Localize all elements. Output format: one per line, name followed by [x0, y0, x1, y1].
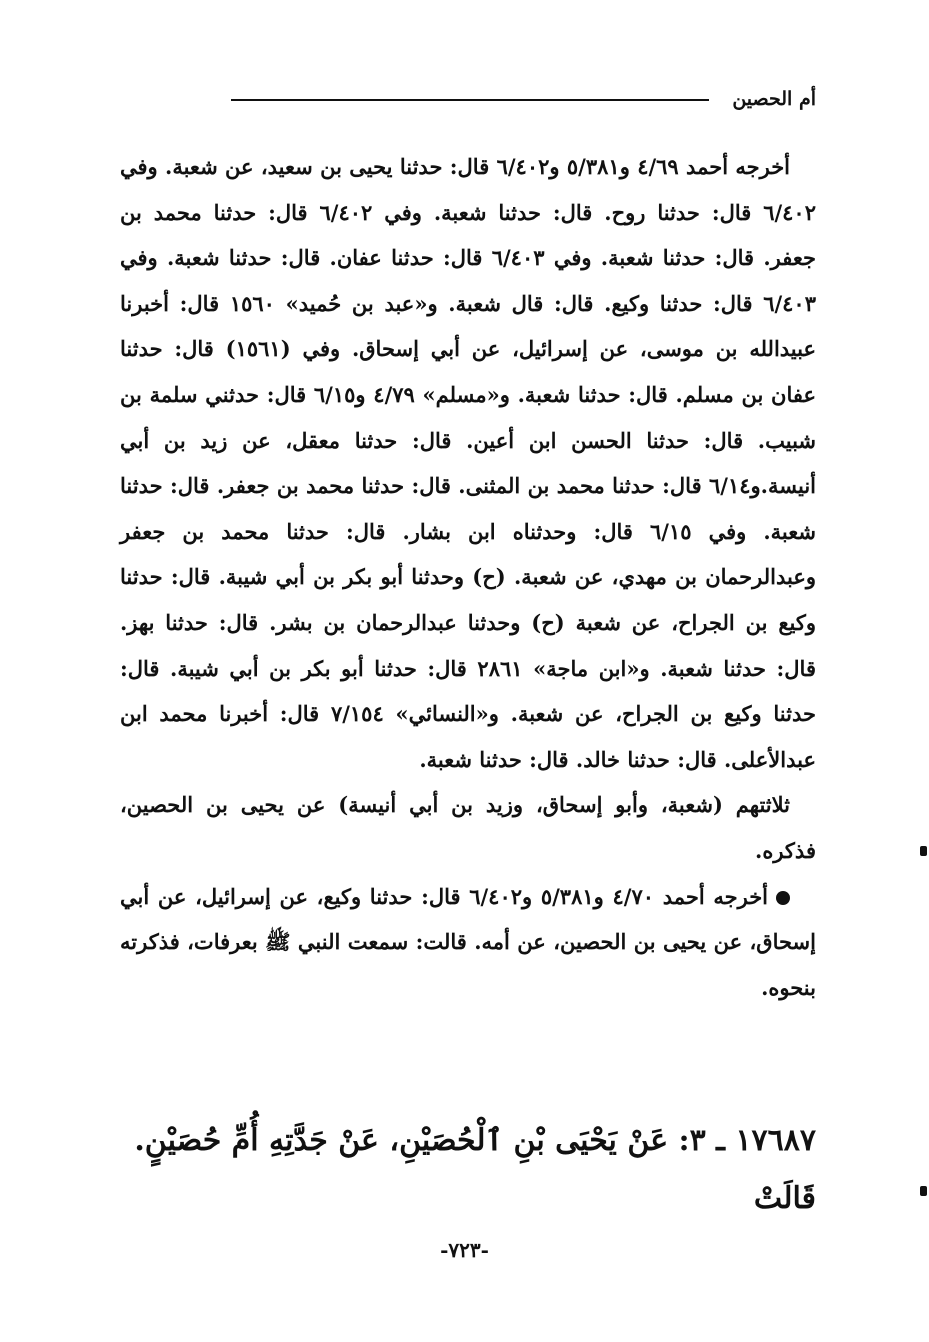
- margin-mark: [920, 1186, 927, 1196]
- running-title: أم الحصين: [732, 88, 816, 110]
- paragraph-summary: ثلاثتهم (شعبة، وأبو إسحاق، وزيد بن أبي أنيسة) عن يحيى بن الحصين، فذكره.: [120, 792, 816, 863]
- paragraph-second-takhrij-text: أخرجه أحمد ٤/٧٠ و٥/٣٨١ و٦/٤٠٢ قال: حدثنا وكيع، عن إسرائيل، عن أبي إسحاق، عن يحيى بن الحصين، عن أمه. قالت: سمعت النبي ﷺ بعرفات، فذكرته بنحوه.: [120, 883, 816, 1000]
- bullet-dot-icon: [776, 891, 790, 905]
- header-rule: [231, 99, 709, 101]
- page-header: [120, 86, 816, 116]
- margin-mark: [920, 846, 927, 856]
- hadith-line-2: قَالَتْ: [753, 1181, 816, 1216]
- hadith-heading: [120, 1112, 816, 1228]
- page-number: -٧٢٣-: [440, 1238, 489, 1262]
- paragraph-takhrij: أخرجه أحمد ٤/٦٩ و٥/٣٨١ و٦/٤٠٢ قال: حدثنا يحيى بن سعيد، عن شعبة. وفي ٦/٤٠٢ قال: حدثنا روح. قال: حدثنا شعبة. وفي ٦/٤٠٢ قال: حدثنا محمد بن جعفر. قال: حدثنا شعبة. وفي ٦/٤٠٣ قال: حدثنا عفان. قال: حدثنا شعبة. وفي ٦/٤٠٣ قال: حدثنا وكيع. قال: قال شعبة. و«عبد بن حُميد» ١٥٦٠ قال: أخبرنا عبيدالله بن موسى، عن إسرائيل، عن أبي إسحاق. وفي (١٥٦١) قال: حدثنا عفان بن مسلم. قال: حدثنا شعبة. و«مسلم» ٤/٧٩ و٦/١٥ قال: حدثني سلمة بن شبيب. قال: حدثنا الحسن ابن أعين. قال: حدثنا معقل، عن زيد بن أبي أنيسة.و٦/١٤ قال: حدثنا محمد بن المثنى. قال: حدثنا محمد بن جعفر. قال: حدثنا شعبة. وفي ٦/١٥ قال: وحدثناه ابن بشار. قال: حدثنا محمد بن جعفر وعبدالرحمان بن مهدي، عن شعبة. (ح) وحدثنا أبو بكر بن أبي شيبة. قال: حدثنا وكيع بن الجراح، عن شعبة (ح) وحدثنا عبدالرحمان بن بشر. قال: حدثنا بهز. قال: حدثنا شعبة. و«ابن ماجة» ٢٨٦١ قال: حدثنا أبو بكر بن أبي شيبة. قال: حدثنا وكيع بن الجراح، عن شعبة. و«النسائي» ٧/١٥٤ قال: أخبرنا محمد ابن عبدالأعلى. قال: حدثنا خالد. قال: حدثنا شعبة.: [120, 154, 817, 772]
- hadith-line-1: ١٧٦٨٧ ـ ٣: عَنْ يَحْيَى بْنِ ٱلْحُصَيْنِ، عَنْ جَدَّتِهِ أُمِّ حُصَيْنٍ.: [134, 1123, 816, 1158]
- paragraph-second-takhrij: [120, 874, 816, 1011]
- body-text: [120, 144, 816, 1010]
